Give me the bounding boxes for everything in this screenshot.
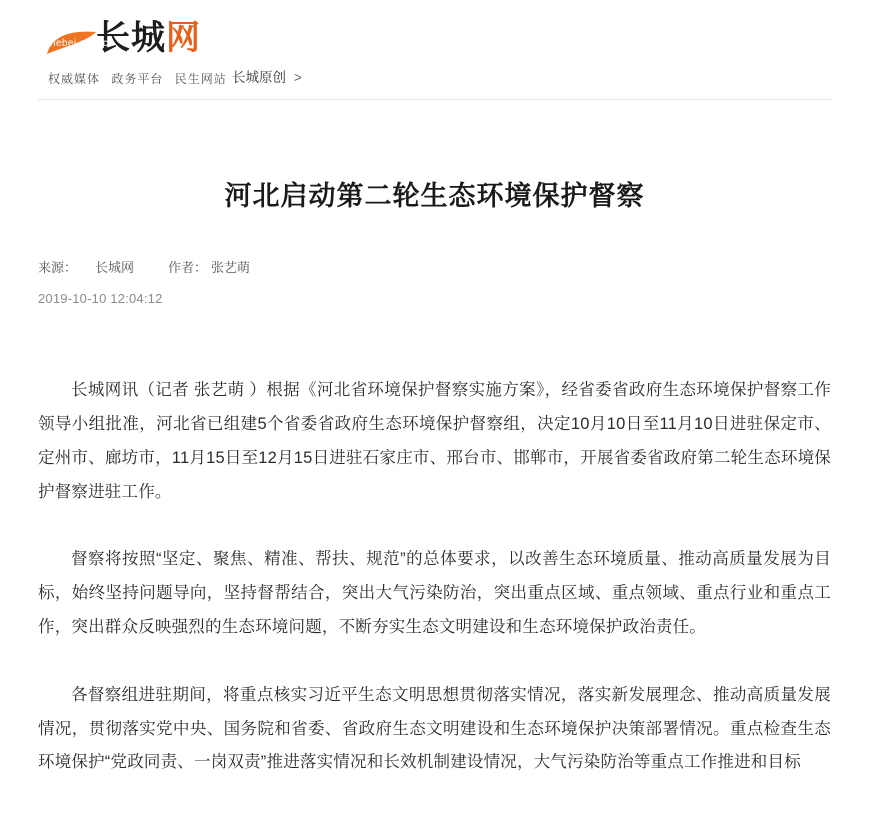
article-paragraph: 长城网讯（记者 张艺萌 ）根据《河北省环境保护督察实施方案》，经省委省政府生态环境保护督察工作领导小组批准，河北省已组建5个省委省政府生态环境保护督察组，决定10月10日至11月10日进驻保定市、定州市、廊坊市，11月15日至12月15日进驻石家庄市、邢台市、邯郸市，开展省委省政府第二轮生态环境保护督察进驻工作。	[38, 381, 831, 501]
site-logo[interactable]	[38, 8, 227, 92]
logo-wordmark-main: 长城	[96, 19, 166, 57]
page-title: 河北启动第二轮生态环境保护督察	[224, 181, 645, 211]
site-header	[0, 0, 869, 100]
breadcrumb-separator: >	[294, 70, 302, 85]
header-divider	[38, 99, 831, 100]
article-meta	[38, 256, 831, 312]
logo-wordmark	[96, 10, 201, 59]
slogan-item-2: 民生网站	[174, 72, 227, 86]
article-body	[38, 374, 831, 780]
source-label: 来源：	[38, 259, 78, 275]
article-meta-line	[38, 256, 831, 281]
slogan-item-0: 权威媒体	[48, 72, 101, 86]
logo-domain-text: hebei.com.cn	[50, 38, 115, 49]
author-label: 作者：	[168, 259, 208, 275]
breadcrumb-item-original[interactable]: 长城原创	[232, 70, 286, 85]
article-container	[0, 100, 869, 780]
publish-datetime: 2019-10-10 12:04:12	[38, 291, 163, 307]
breadcrumb	[232, 66, 302, 86]
source-value: 长城网	[95, 259, 135, 275]
author-value: 张艺萌	[211, 259, 251, 275]
site-slogan	[48, 70, 234, 87]
logo-wordmark-accent: 网	[166, 19, 201, 57]
article-paragraph: 督察将按照“坚定、聚焦、精准、帮扶、规范”的总体要求，以改善生态环境质量、推动高质量发展为目标，始终坚持问题导向，坚持督帮结合，突出大气污染防治，突出重点区域、重点领域、重点行业和重点工作，突出群众反映强烈的生态环境问题，不断夯实生态文明建设和生态环境保护政治责任。	[38, 550, 831, 637]
article-paragraph: 各督察组进驻期间，将重点核实习近平生态文明思想贯彻落实情况，落实新发展理念、推动高质量发展情况，贯彻落实党中央、国务院和省委、省政府生态文明建设和生态环境保护决策部署情况。重点检查生态环境保护“党政同责、一岗双责”推进落实情况和长效机制建设情况，大气污染防治等重点工作推进和目标	[38, 685, 831, 772]
slogan-item-1: 政务平台	[111, 72, 164, 86]
